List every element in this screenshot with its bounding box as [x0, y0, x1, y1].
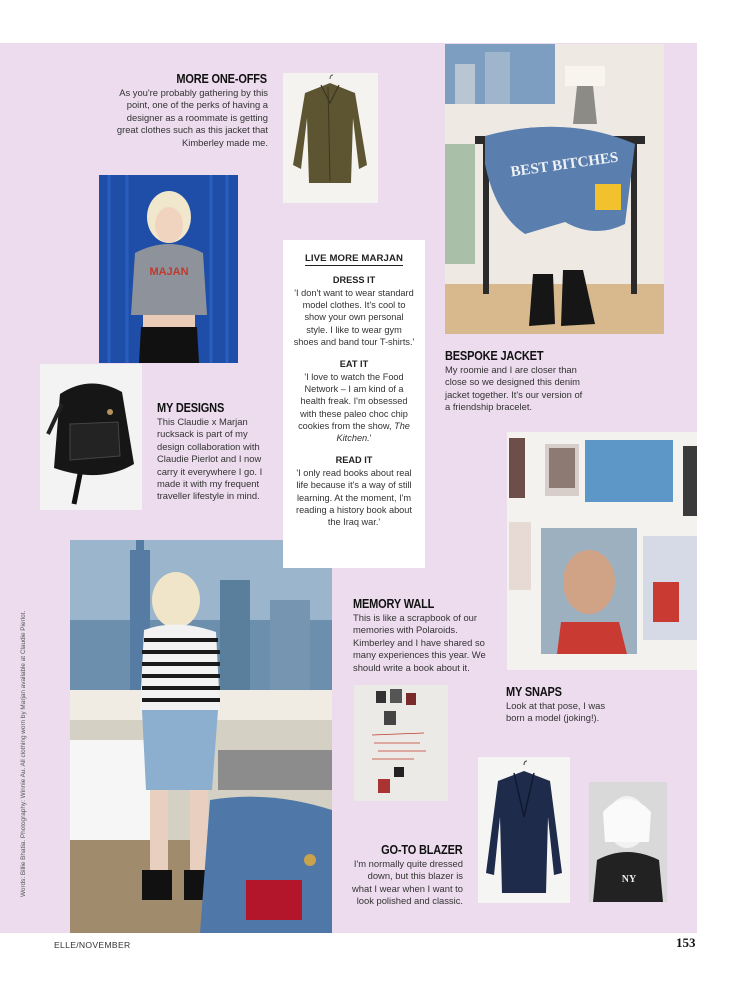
- blazer-body: I'm normally quite dressed down, but this blazer is what I wear when I want to look polished and classic.: [352, 858, 463, 907]
- magazine-issue: ELLE/NOVEMBER: [54, 940, 131, 950]
- sidebar-text-eat: 'I love to watch the Food Network – I am kind of a health freak. I'm obsessed with these paleo choc chip cookies from the show, The Kitchen.': [298, 372, 410, 444]
- sidebar-heading-read: READ IT: [335, 455, 373, 466]
- jacket-print: BEST BITCHES: [509, 149, 620, 181]
- live-more-marjan-box: [283, 240, 425, 568]
- one-offs-heading: MORE ONE-OFFS: [176, 72, 267, 86]
- snaps-body: Look at that pose, I was born a model (joking!).: [506, 700, 606, 724]
- polaroid-board-photo: [354, 685, 448, 801]
- sidebar-text-read: 'I only read books about real life because it's a way of still learning. At the moment, I'm reading a history book about the Iraq war.': [296, 468, 412, 528]
- snaps-heading: MY SNAPS: [506, 685, 562, 699]
- tshirt-print: MAJAN: [149, 266, 189, 278]
- designs-body: This Claudie x Marjan rucksack is part of my design collaboration with Claudie Pierlot and I now carry it everywhere I go. I made it with my frequent traveller lifestyle in mind.: [157, 416, 263, 502]
- memory-body: This is like a scrapbook of our memories with Polaroids. Kimberley and I have shared so many experiences this year. We should write a book about it.: [353, 612, 486, 673]
- bespoke-heading: BESPOKE JACKET: [445, 349, 544, 363]
- black-white-portrait-photo: [589, 782, 667, 902]
- navy-blazer-photo: [478, 757, 570, 903]
- blazer-heading: GO-TO BLAZER: [381, 843, 463, 857]
- memory-heading: MEMORY WALL: [353, 597, 435, 611]
- sidebar-heading-eat: EAT IT: [339, 359, 369, 370]
- bespoke-body: My roomie and I are closer than close so we designed this denim jacket together. It's our version of a friendship bracelet.: [445, 364, 583, 413]
- designs-heading: MY DESIGNS: [157, 401, 225, 415]
- backpack-photo: [40, 364, 142, 510]
- blue-wall-portrait-photo: [99, 175, 238, 363]
- photo-wall-photo: [507, 432, 697, 670]
- photo-credit: Words: Billie Bhatia. Photography: Winnie Au. All clothing worn by Marjan available at Claudie Pierlot.: [20, 610, 27, 897]
- denim-jacket-chair-photo: [445, 44, 664, 334]
- sidebar-heading-dress: DRESS IT: [332, 275, 376, 285]
- city-mural-portrait-photo: [70, 540, 332, 933]
- olive-jacket-photo: [283, 73, 378, 203]
- sweatshirt-print: NY: [621, 874, 637, 885]
- sidebar-title: LIVE MORE MARJAN: [304, 253, 404, 264]
- page-number: 153: [676, 935, 696, 950]
- sidebar-text-dress: 'I don't want to wear standard model clothes. It's cool to show your own personal style. I like to wear gym shoes and band tour T-shirts.': [293, 288, 415, 347]
- one-offs-body: As you're probably gathering by this point, one of the perks of having a designer as a roommate is getting great clothes such as this jacket that Kimberley made me.: [116, 87, 268, 148]
